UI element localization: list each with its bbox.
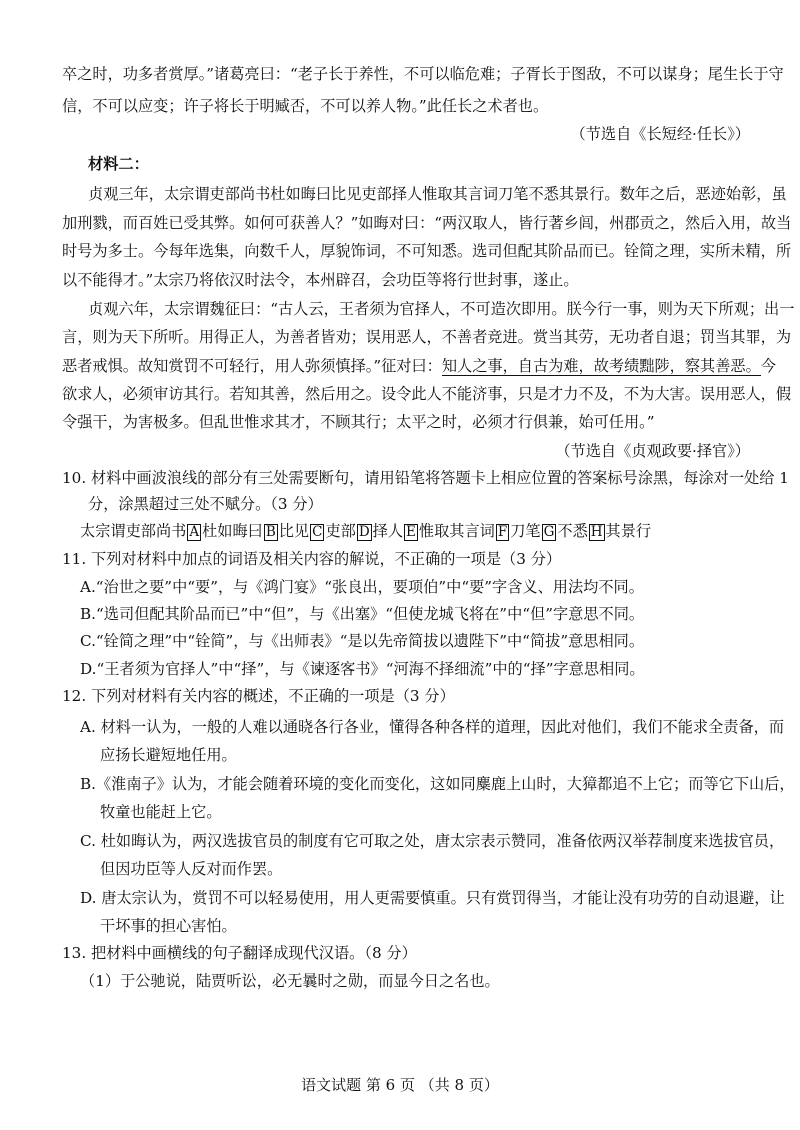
question-10: 10. 材料中画波浪线的部分有三处需要断句，请用铅笔将答题卡上相应位置的答案标号涂黑，每涂对一处给 1: [62, 469, 789, 487]
source-citation: （节选自《长短经·任长》）: [570, 125, 750, 143]
option-mark-b: B: [265, 524, 276, 540]
option-text: 惟取其言词: [418, 522, 495, 540]
underlined-sentence: 知人之事，自古为难，故考绩黜陟，察其善恶。: [441, 357, 761, 375]
text-line: 卒之时，功多者赏厚。”诸葛亮曰：“老子长于养性，不可以临危难；子胥长于图敌，不可以谋身；尾生长于守: [62, 65, 784, 83]
option-c-cont: 但因功臣等人反对而作罢。: [100, 860, 283, 878]
option-text: 不悉: [557, 522, 588, 540]
question-13: 13. 把材料中画横线的句子翻译成现代汉语。（8 分）: [62, 944, 417, 962]
text-line: 贞观六年，太宗谓魏征曰：“古人云，王者须为官择人，不可造次即用。朕今行一事，则为天下所观；出一: [88, 300, 795, 318]
option-mark-d: D: [358, 524, 370, 540]
text-line: 以不能得才。”太宗乃将依汉时法令，本州辟召，会功臣等将行世封事，遂止。: [62, 271, 579, 289]
q10-option-row: [80, 521, 770, 541]
option-d: D.“王者须为官择人”中“择”，与《谏逐客书》“河海不择细流”中的“择”字意思相同。: [80, 660, 645, 678]
option-d: D. 唐太宗认为，赏罚不可以轻易使用，用人更需要慎重。只有赏罚得当，才能让没有功劳的自动退避，让: [80, 889, 785, 907]
option-mark-a: A: [189, 524, 200, 540]
option-mark-g: G: [543, 524, 555, 540]
option-mark-f: F: [497, 524, 508, 540]
text-line-with-underline: [62, 356, 776, 376]
option-text: 刀笔: [510, 522, 541, 540]
translation-item-1: （1）于公驰说，陆贾听讼，必无曩时之勋，而显今日之名也。: [80, 972, 500, 990]
source-citation: （节选自《贞观政要·择官》）: [555, 442, 750, 460]
option-a: A. 材料一认为，一般的人难以通晓各行各业，懂得各种各样的道理，因此对他们，我们不能求全责备，而: [80, 718, 785, 736]
option-mark-h: H: [590, 524, 603, 540]
q10-prefix: 太宗谓吏部尚书: [80, 522, 187, 540]
option-text: 择人: [372, 522, 404, 540]
option-a-cont: 应扬长避短地任用。: [100, 746, 237, 764]
option-mark-e: E: [406, 524, 416, 540]
option-text: 其景行: [605, 522, 652, 540]
option-text: 比见: [278, 522, 310, 540]
option-text: 杜如晦曰: [202, 522, 263, 540]
option-c: C.“铨简之理”中“铨简”，与《出师表》“是以先帝简拔以遗陛下”中“简拔”意思相同。: [80, 632, 645, 650]
text-line: 贞观三年，太宗谓吏部尚书杜如晦曰比见吏部择人惟取其言词刀笔不悉其景行。数年之后，恶迹始彰，虽: [88, 185, 787, 203]
text-line: 令强干，为害极多。但乱世惟求其才，不顾其行；太平之时，必须才行俱兼，始可任用。”: [62, 413, 655, 431]
option-text: 吏部: [325, 522, 356, 540]
question-11: 11. 下列对材料中加点的词语及相关内容的解说，不正确的一项是（3 分）: [62, 550, 562, 568]
option-mark-c: C: [312, 524, 323, 540]
option-b: B.《淮南子》认为，才能会随着环境的变化而变化，这如同麋鹿上山时，大獐都追不上它；而等它下山后，: [80, 775, 795, 793]
text-segment: 今: [760, 357, 776, 375]
option-b-cont: 牧童也能赶上它。: [100, 803, 222, 821]
text-line: 时号为多士。今每年选集，向数千人，厚貌饰词，不可知悉。选司但配其阶品而已。铨简之理，实所未精，所: [62, 242, 791, 260]
text-line: 欲求人，必须审访其行。若知其善，然后用之。设令此人不能济事，只是才力不及，不为大害。误用恶人，假: [62, 385, 791, 403]
text-segment: 恶者戒惧。故知赏罚不可轻行，用人弥须慎择。”征对曰：: [62, 357, 442, 375]
text-line: 分，涂黑超过三处不赋分。（3 分）: [88, 495, 323, 513]
text-line: 言，则为天下所听。用得正人，为善者皆劝；误用恶人，不善者竞进。赏当其劳，无功者自退；罚当其罪，为: [62, 328, 791, 346]
section-heading: 材料二：: [88, 155, 149, 173]
text-line: 加刑戮，而百姓已受其弊。如何可获善人？”如晦对曰：“两汉取人，皆行著乡闾，州郡贡之，然后入用，故当: [62, 214, 792, 232]
text-line: 信，不可以应变；许子将长于明臧否，不可以养人物。”此任长之术者也。: [62, 97, 549, 115]
option-c: C. 杜如晦认为，两汉选拔官员的制度有它可取之处，唐太宗表示赞同，准备依两汉举荐制度来选拔官员，: [80, 832, 785, 850]
option-a: A.“治世之要”中“要”，与《鸿门宴》“张良出，要项伯”中“要”字含义、用法均不同。: [80, 578, 644, 596]
question-12: 12. 下列对材料有关内容的概述，不正确的一项是（3 分）: [62, 687, 455, 705]
option-b: B.“选司但配其阶品而已”中“但”，与《出塞》“但使龙城飞将在”中“但”字意思不同。: [80, 605, 645, 623]
page-footer: 语文试题 第 6 页 （共 8 页）: [301, 1076, 499, 1094]
option-d-cont: 干坏事的担心害怕。: [100, 917, 237, 935]
